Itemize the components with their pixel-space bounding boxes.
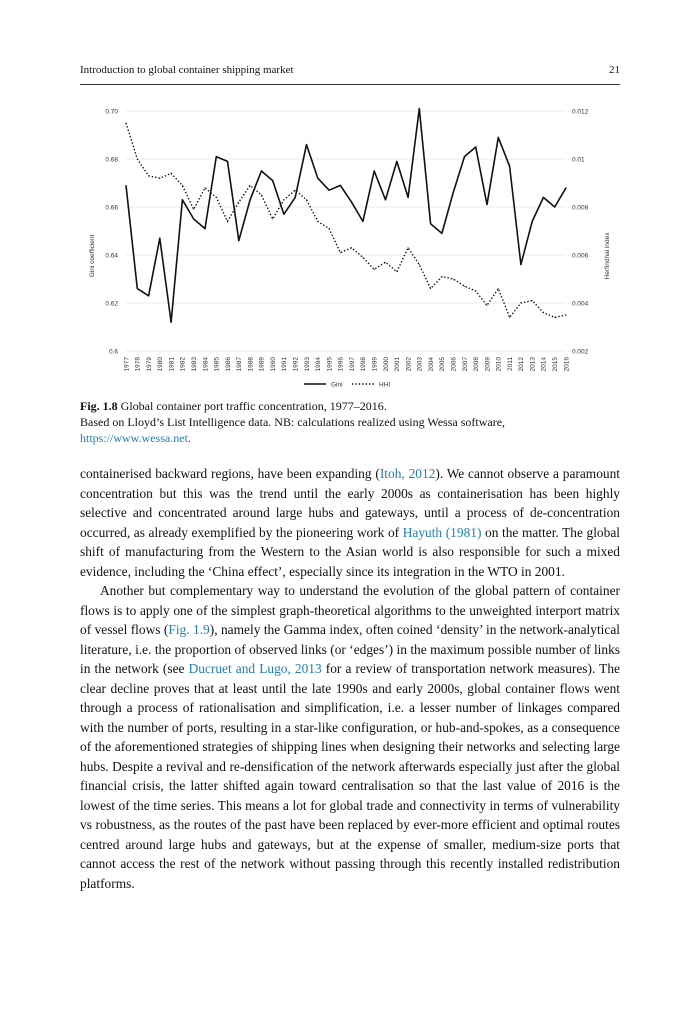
p2-text-2: ), namely the Gamma index, often coined ‘density’ in the network-analytical literature, i.e. the proportion of observed links (or ‘edges’) in the maximum possible number of links in the network (see bbox=[80, 622, 621, 676]
y-axis-label-right: Herfindhal index bbox=[604, 232, 611, 280]
x-tick-label: 2016 bbox=[563, 357, 571, 372]
hhi-point bbox=[317, 221, 318, 222]
x-tick-label: 1982 bbox=[179, 357, 187, 372]
x-tick-label: 1978 bbox=[134, 357, 142, 372]
p2-text-1: Another but complementary way to understand the evolution of the global pattern of container flows is to apply one of the simplest graph-theoretical algorithms to the unweighted interport matrix of vessel flows ( bbox=[80, 583, 620, 637]
x-tick-label: 1996 bbox=[337, 357, 345, 372]
hhi-point bbox=[193, 209, 194, 210]
x-tick-label: 2005 bbox=[439, 357, 447, 372]
hhi-point bbox=[272, 219, 273, 220]
paragraph-1 bbox=[80, 464, 620, 581]
body-text bbox=[80, 464, 620, 893]
x-axis-ticks bbox=[123, 357, 570, 372]
figure-1-8 bbox=[80, 96, 620, 396]
hhi-point bbox=[227, 221, 228, 222]
p1-text-3: on the matter. The global shift of manufacturing from the Western to the Asian world is also responsible for such a mixed evidence, including the ‘China effect’, especially since its integration in the WTO in 2001. bbox=[80, 524, 620, 579]
gini-point bbox=[520, 264, 521, 265]
hhi-point bbox=[306, 199, 307, 200]
gini-point bbox=[532, 221, 533, 222]
running-head bbox=[80, 64, 620, 80]
chart-grid bbox=[126, 111, 566, 351]
gini-point bbox=[159, 238, 160, 239]
hhi-point bbox=[453, 279, 454, 280]
hhi-point bbox=[554, 317, 555, 318]
x-tick-label: 2014 bbox=[540, 357, 548, 372]
hhi-point bbox=[487, 305, 488, 306]
x-tick-label: 1987 bbox=[236, 357, 244, 372]
legend-hhi-label: HHI bbox=[379, 381, 391, 389]
hhi-point bbox=[340, 252, 341, 253]
gini-point bbox=[137, 288, 138, 289]
x-tick-label: 1994 bbox=[315, 357, 323, 372]
left-tick-label: 0.62 bbox=[105, 300, 118, 308]
hhi-point bbox=[295, 190, 296, 191]
gini-point bbox=[453, 192, 454, 193]
x-tick-label: 1989 bbox=[258, 357, 266, 372]
figure-ref-1-9[interactable]: Fig. 1.9 bbox=[168, 622, 210, 637]
gini-point bbox=[509, 166, 510, 167]
hhi-point bbox=[385, 262, 386, 263]
x-tick-label: 1984 bbox=[202, 357, 210, 372]
wessa-link[interactable]: https://www.wessa.net bbox=[80, 431, 188, 445]
x-tick-label: 2008 bbox=[473, 357, 481, 372]
x-tick-label: 2007 bbox=[461, 357, 469, 372]
hhi-point bbox=[396, 271, 397, 272]
x-tick-label: 1983 bbox=[190, 357, 198, 372]
right-tick-label: 0.012 bbox=[572, 108, 589, 116]
x-tick-label: 2003 bbox=[416, 357, 424, 372]
x-tick-label: 2004 bbox=[427, 357, 435, 372]
gini-point bbox=[554, 207, 555, 208]
gini-point bbox=[464, 156, 465, 157]
x-tick-label: 1999 bbox=[371, 357, 379, 372]
gini-point bbox=[430, 223, 431, 224]
gini-point bbox=[126, 185, 127, 186]
citation-ducruet-lugo-2013[interactable]: Ducruet and Lugo, 2013 bbox=[188, 661, 322, 676]
header-rule bbox=[80, 84, 620, 85]
chart-legend bbox=[304, 382, 390, 389]
hhi-point bbox=[250, 185, 251, 186]
hhi-point bbox=[351, 247, 352, 248]
gini-point bbox=[419, 108, 420, 109]
gini-point bbox=[385, 199, 386, 200]
x-tick-label: 1977 bbox=[123, 357, 131, 372]
gini-point bbox=[487, 204, 488, 205]
legend-gini-label: Gini bbox=[331, 381, 343, 389]
gini-point bbox=[317, 178, 318, 179]
hhi-point bbox=[532, 300, 533, 301]
gini-point bbox=[193, 219, 194, 220]
gini-point bbox=[306, 144, 307, 145]
hhi-point bbox=[171, 173, 172, 174]
right-tick-label: 0.004 bbox=[572, 300, 589, 308]
gini-point bbox=[238, 240, 239, 241]
hhi-point bbox=[159, 178, 160, 179]
hhi-point bbox=[362, 257, 363, 258]
x-tick-label: 1985 bbox=[213, 357, 221, 372]
hhi-point bbox=[475, 291, 476, 292]
x-tick-label: 1981 bbox=[168, 357, 176, 372]
gini-point bbox=[171, 322, 172, 323]
hhi-point bbox=[543, 312, 544, 313]
right-tick-label: 0.01 bbox=[572, 156, 585, 164]
hhi-point bbox=[520, 303, 521, 304]
x-tick-label: 2009 bbox=[484, 357, 492, 372]
gini-point bbox=[204, 228, 205, 229]
x-tick-label: 1995 bbox=[326, 357, 334, 372]
gini-point bbox=[441, 233, 442, 234]
gini-point bbox=[261, 171, 262, 172]
hhi-point bbox=[464, 286, 465, 287]
x-tick-label: 1998 bbox=[360, 357, 368, 372]
x-tick-label: 2000 bbox=[382, 357, 390, 372]
x-tick-label: 2006 bbox=[450, 357, 458, 372]
gini-point bbox=[475, 147, 476, 148]
x-tick-label: 1986 bbox=[224, 357, 232, 372]
figure-note: Based on Lloyd’s List Intelligence data. NB: calculations realized using Wessa software, bbox=[80, 415, 506, 429]
gini-point bbox=[543, 197, 544, 198]
hhi-point bbox=[126, 123, 127, 124]
figure-label: Fig. 1.8 bbox=[80, 399, 118, 413]
hhi-point bbox=[261, 195, 262, 196]
x-tick-label: 2015 bbox=[552, 357, 560, 372]
x-tick-label: 1990 bbox=[269, 357, 277, 372]
gini-point bbox=[374, 171, 375, 172]
hhi-point bbox=[374, 269, 375, 270]
hhi-series-line bbox=[126, 123, 566, 317]
concentration-chart bbox=[80, 96, 620, 396]
x-tick-label: 2012 bbox=[518, 357, 526, 372]
gini-point bbox=[227, 161, 228, 162]
right-tick-label: 0.008 bbox=[572, 204, 589, 212]
x-tick-label: 2011 bbox=[506, 357, 514, 371]
hhi-point bbox=[566, 315, 567, 316]
x-tick-label: 1980 bbox=[157, 357, 165, 372]
hhi-point bbox=[238, 202, 239, 203]
hhi-point bbox=[441, 276, 442, 277]
x-tick-label: 1988 bbox=[247, 357, 255, 372]
left-tick-label: 0.6 bbox=[108, 348, 118, 356]
gini-point bbox=[283, 214, 284, 215]
gini-point bbox=[329, 190, 330, 191]
left-tick-label: 0.70 bbox=[105, 108, 118, 116]
hhi-point bbox=[148, 175, 149, 176]
gini-point bbox=[340, 185, 341, 186]
paragraph-2 bbox=[80, 581, 620, 893]
right-tick-label: 0.002 bbox=[572, 348, 589, 356]
gini-point bbox=[498, 137, 499, 138]
hhi-point bbox=[509, 317, 510, 318]
p2-text-3: for a review of transportation network measures). The clear decline proves that at least until the late 1990s and early 2000s, global container flows went through a process of rationalisation and simplification, i.e. a lesser number of linkages compared with the number of ports, resulting in a star-like configuration, or hub-and-spokes, as a consequence of the aforementioned strategies of shipping lines when designing their networks and selecting large hubs. Despite a revival and re-densification of the network afterwards especially just after the global financial crisis, the latter shifted again toward centralisation so that the last value of 2016 is the lowest of the time series. This means a lot for global trade and connectivity in terms of vulnerability vs robustness, as the routes of the past have been replaced by ever-more efficient and optimal routes centred around large hubs and gateways, but at the expense of smaller, medium-size ports that cannot access the rest of the network without passing through this recently installed redistribution platforms. bbox=[80, 661, 620, 891]
x-tick-label: 1992 bbox=[292, 357, 300, 372]
x-tick-label: 1993 bbox=[303, 357, 311, 372]
figure-title: Global container port traffic concentration, 1977–2016. bbox=[120, 399, 387, 413]
figure-caption bbox=[80, 398, 620, 446]
right-axis-ticks bbox=[572, 109, 589, 356]
gini-point bbox=[362, 221, 363, 222]
y-axis-label-left: Gini coefficient bbox=[89, 234, 96, 278]
hhi-point bbox=[329, 228, 330, 229]
p1-text-2: ). We cannot observe a paramount concentration but this was the trend until the early 2000s as containerisation has been highly selective and concentrated around large hubs and gateways, until a process of de-concentration occurred, as already exemplified by the pioneering work of bbox=[80, 466, 621, 540]
hhi-point bbox=[430, 288, 431, 289]
gini-point bbox=[396, 161, 397, 162]
gini-point bbox=[566, 187, 567, 188]
hhi-point bbox=[204, 187, 205, 188]
gini-point bbox=[148, 295, 149, 296]
x-tick-label: 1979 bbox=[145, 357, 153, 372]
left-tick-label: 0.68 bbox=[105, 156, 118, 164]
hhi-point bbox=[408, 247, 409, 248]
left-tick-label: 0.66 bbox=[105, 204, 118, 212]
gini-point bbox=[182, 199, 183, 200]
hhi-point bbox=[419, 264, 420, 265]
x-tick-label: 2013 bbox=[529, 357, 537, 372]
x-tick-label: 2001 bbox=[394, 357, 402, 372]
gini-point bbox=[216, 156, 217, 157]
link-period: . bbox=[187, 431, 191, 445]
x-tick-label: 2010 bbox=[495, 357, 503, 372]
hhi-point bbox=[137, 159, 138, 160]
p1-text-1: containerised backward regions, have been expanding ( bbox=[80, 466, 380, 481]
right-tick-label: 0.006 bbox=[572, 252, 589, 260]
page-number: 21 bbox=[609, 64, 620, 76]
gini-point bbox=[295, 197, 296, 198]
citation-hayuth-1981[interactable]: Hayuth (1981) bbox=[402, 524, 482, 540]
gini-series-line bbox=[126, 109, 566, 323]
gini-point bbox=[250, 199, 251, 200]
gini-point bbox=[408, 197, 409, 198]
x-tick-label: 1997 bbox=[348, 357, 356, 372]
x-tick-label: 2002 bbox=[405, 357, 413, 372]
citation-itoh-2012[interactable]: Itoh, 2012 bbox=[379, 466, 436, 481]
gini-point bbox=[272, 180, 273, 181]
gini-point bbox=[351, 202, 352, 203]
left-axis-ticks bbox=[105, 109, 118, 356]
hhi-point bbox=[182, 185, 183, 186]
hhi-point bbox=[498, 288, 499, 289]
x-tick-label: 1991 bbox=[281, 357, 289, 372]
left-tick-label: 0.64 bbox=[105, 252, 118, 260]
running-head-title: Introduction to global container shipping market bbox=[80, 64, 294, 76]
hhi-point bbox=[283, 199, 284, 200]
hhi-point bbox=[216, 197, 217, 198]
